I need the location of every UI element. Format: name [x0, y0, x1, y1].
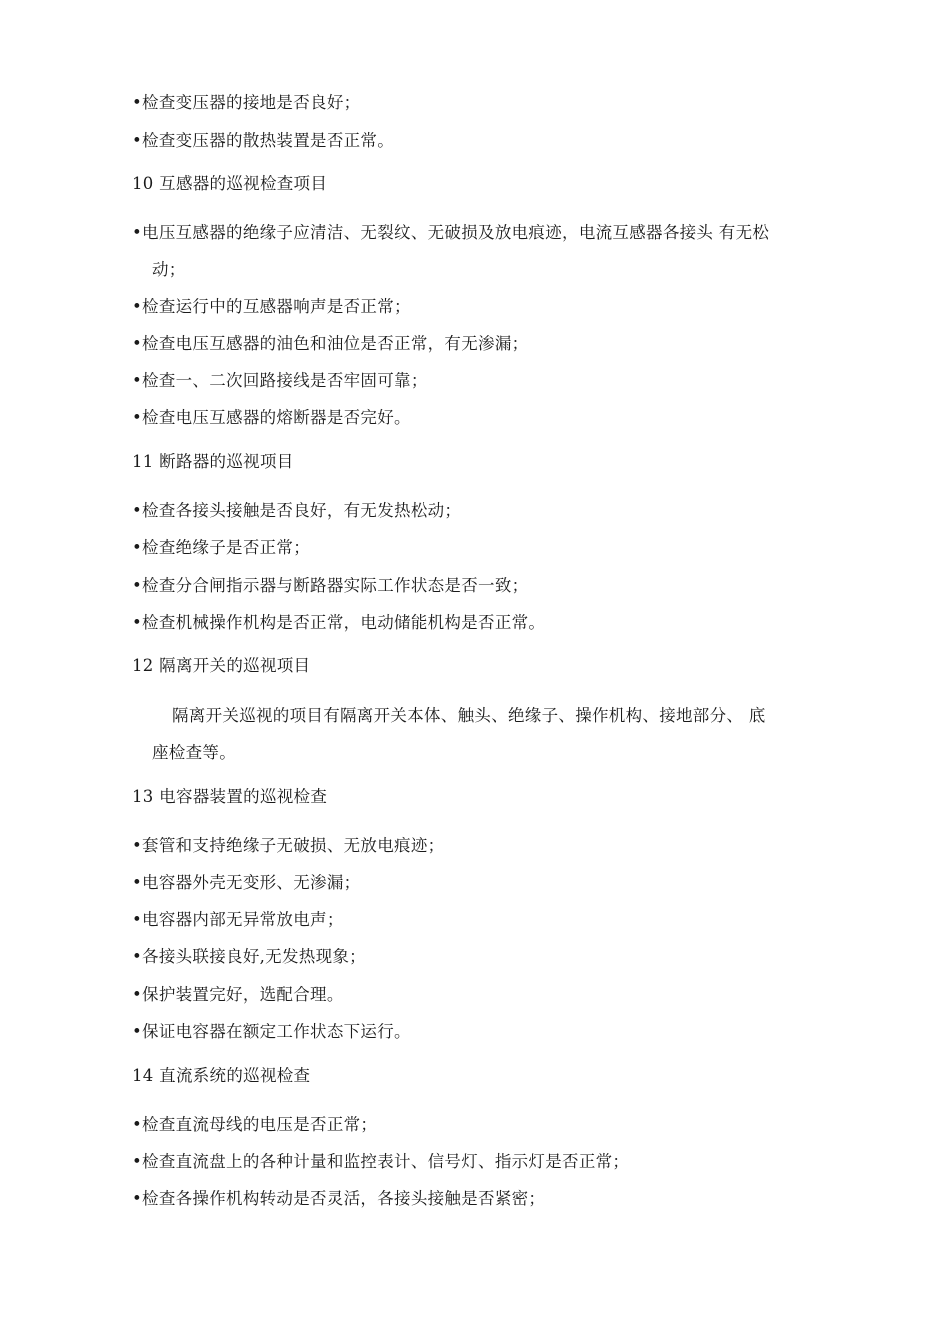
list-item: •检查变压器的接地是否良好；	[132, 93, 361, 112]
section-heading: 11 断路器的巡视项目	[132, 452, 294, 471]
list-item: •电容器内部无异常放电声；	[132, 910, 344, 929]
list-item: •检查各操作机构转动是否灵活，各接头接触是否紧密；	[132, 1189, 546, 1208]
list-item: •检查分合闸指示器与断路器实际工作状态是否一致；	[132, 576, 529, 595]
list-item: •检查各接头接触是否良好，有无发热松动；	[132, 501, 462, 520]
section-heading: 13 电容器装置的巡视检查	[132, 787, 328, 806]
list-item: •检查变压器的散热装置是否正常。	[132, 131, 395, 150]
section-heading: 14 直流系统的巡视检查	[132, 1066, 311, 1085]
paragraph-line: 隔离开关巡视的项目有隔离开关本体、触头、绝缘子、操作机构、接地部分、 底	[172, 706, 766, 725]
section-heading: 12 隔离开关的巡视项目	[132, 656, 311, 675]
list-item: •保证电容器在额定工作状态下运行。	[132, 1022, 411, 1041]
list-item: •检查绝缘子是否正常；	[132, 538, 311, 557]
list-item-continuation: 动；	[152, 260, 186, 279]
list-item: •检查直流盘上的各种计量和监控表计、信号灯、指示灯是否正常；	[132, 1152, 630, 1171]
list-item: •各接头联接良好,无发热现象；	[132, 947, 366, 966]
list-item: •检查运行中的互感器响声是否正常；	[132, 297, 411, 316]
list-item: •保护装置完好，选配合理。	[132, 985, 344, 1004]
list-item: •检查电压互感器的熔断器是否完好。	[132, 408, 411, 427]
paragraph-line: 座检查等。	[152, 743, 236, 762]
list-item: •电容器外壳无变形、无渗漏；	[132, 873, 361, 892]
list-item: •检查电压互感器的油色和油位是否正常，有无渗漏；	[132, 334, 529, 353]
list-item: •检查机械操作机构是否正常，电动储能机构是否正常。	[132, 613, 546, 632]
list-item: •检查直流母线的电压是否正常；	[132, 1115, 378, 1134]
list-item: •检查一、二次回路接线是否牢固可靠；	[132, 371, 428, 390]
list-item: •套管和支持绝缘子无破损、无放电痕迹；	[132, 836, 445, 855]
list-item: •电压互感器的绝缘子应清洁、无裂纹、无破损及放电痕迹，电流互感器各接头 有无松	[132, 223, 770, 242]
section-heading: 10 互感器的巡视检查项目	[132, 174, 328, 193]
